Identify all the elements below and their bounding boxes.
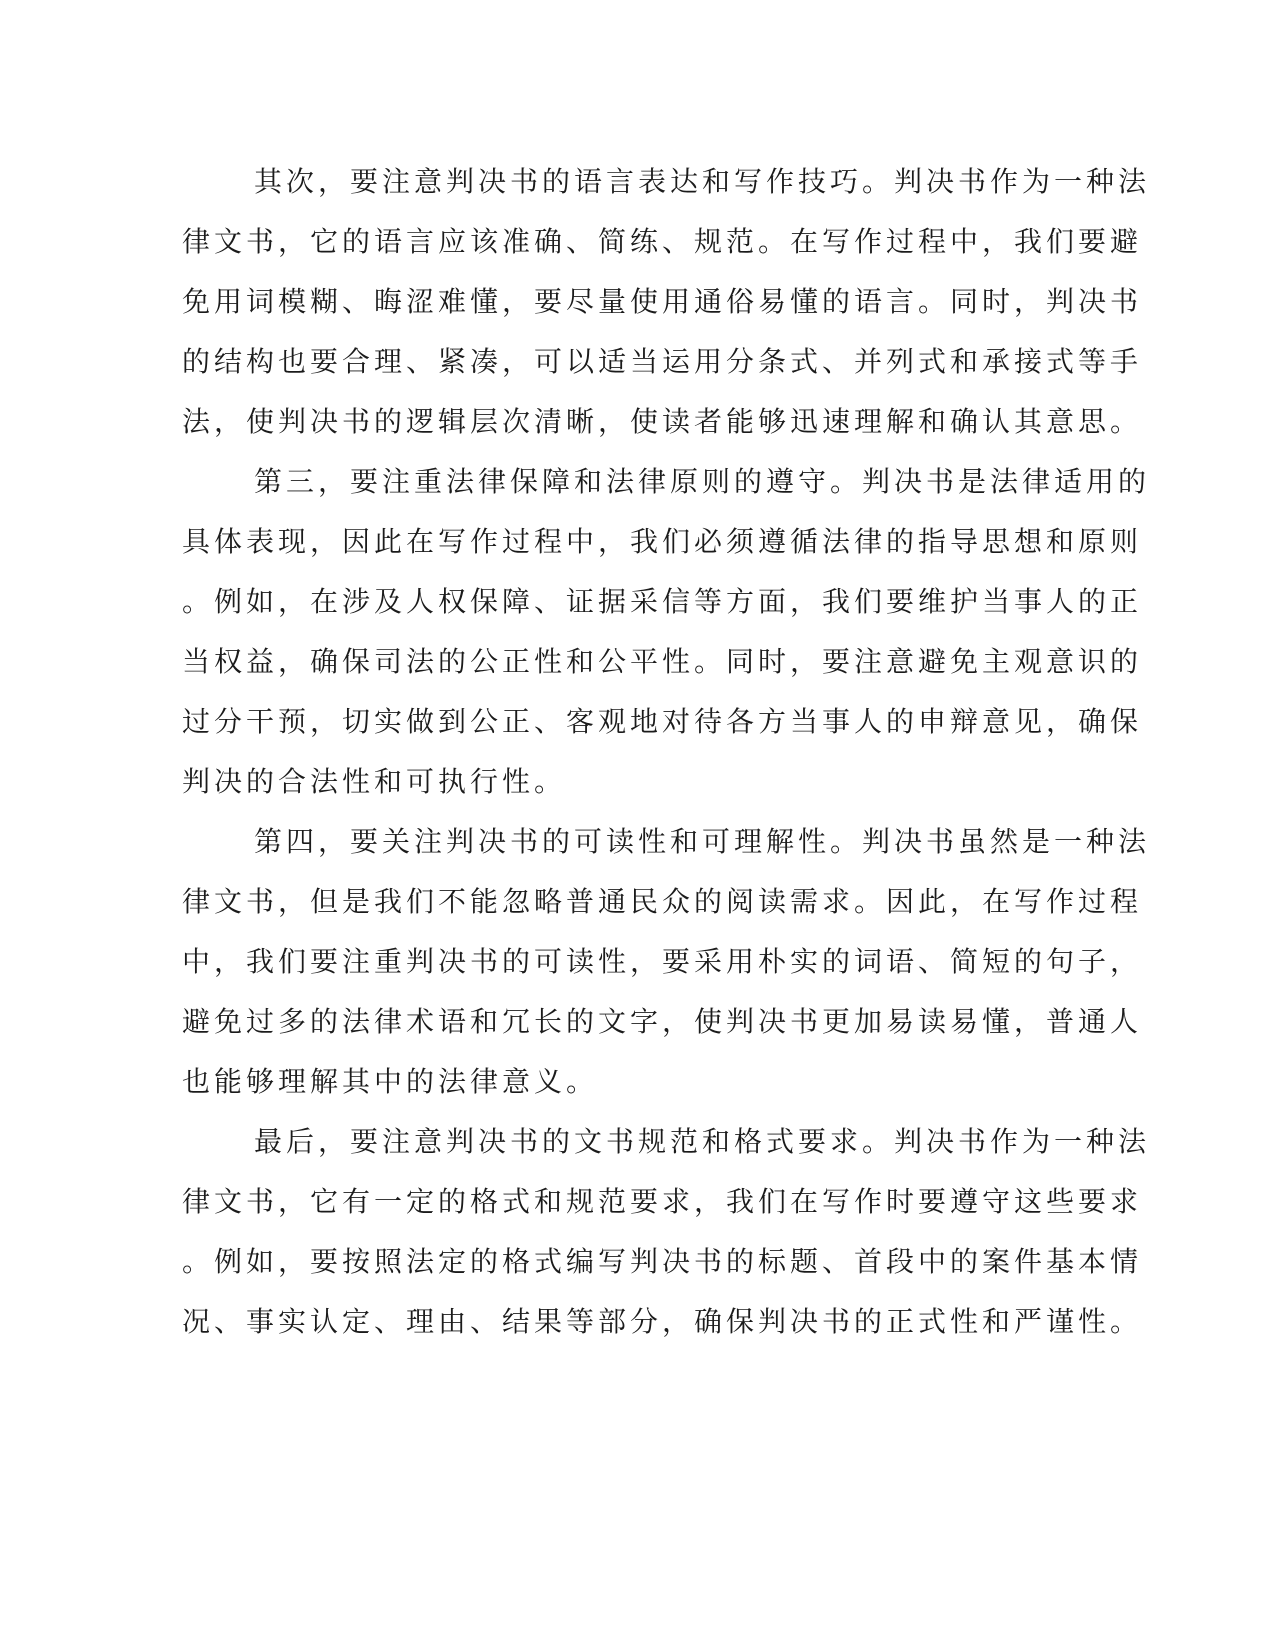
text-line: 最后，要注意判决书的文书规范和格式要求。判决书作为一种法 xyxy=(254,1125,1151,1158)
text-line: 当权益，确保司法的公正性和公平性。同时，要注意避免主观意识的 xyxy=(182,645,1143,678)
text-line: 。例如，要按照法定的格式编写判决书的标题、首段中的案件基本情 xyxy=(182,1245,1143,1278)
paragraph-legal-principles xyxy=(182,452,1151,812)
paragraph-readability xyxy=(182,812,1151,1112)
text-line: 第三，要注重法律保障和法律原则的遵守。判决书是法律适用的 xyxy=(254,465,1151,498)
text-line: 法，使判决书的逻辑层次清晰，使读者能够迅速理解和确认其意思。 xyxy=(182,405,1143,438)
text-line: 判决的合法性和可执行性。 xyxy=(182,765,567,798)
paragraph-language-expression xyxy=(182,152,1151,452)
text-line: 具体表现，因此在写作过程中，我们必须遵循法律的指导思想和原则 xyxy=(182,525,1143,558)
text-line: 律文书，但是我们不能忽略普通民众的阅读需求。因此，在写作过程 xyxy=(182,885,1143,918)
paragraph-format-requirements xyxy=(182,1112,1151,1352)
text-line: 过分干预，切实做到公正、客观地对待各方当事人的申辩意见，确保 xyxy=(182,705,1143,738)
text-line: 中，我们要注重判决书的可读性，要采用朴实的词语、简短的句子， xyxy=(182,945,1143,978)
text-line: 避免过多的法律术语和冗长的文字，使判决书更加易读易懂，普通人 xyxy=(182,1005,1143,1038)
text-line: 律文书，它有一定的格式和规范要求，我们在写作时要遵守这些要求 xyxy=(182,1185,1143,1218)
text-line: 律文书，它的语言应该准确、简练、规范。在写作过程中，我们要避 xyxy=(182,225,1143,258)
text-line: 况、事实认定、理由、结果等部分，确保判决书的正式性和严谨性。 xyxy=(182,1305,1143,1338)
text-line: 其次，要注意判决书的语言表达和写作技巧。判决书作为一种法 xyxy=(254,165,1151,198)
document-body xyxy=(182,152,1151,1352)
text-line: 免用词模糊、晦涩难懂，要尽量使用通俗易懂的语言。同时，判决书 xyxy=(182,285,1143,318)
text-line: 的结构也要合理、紧凑，可以适当运用分条式、并列式和承接式等手 xyxy=(182,345,1143,378)
text-line: 第四，要关注判决书的可读性和可理解性。判决书虽然是一种法 xyxy=(254,825,1151,858)
text-line: 。例如，在涉及人权保障、证据采信等方面，我们要维护当事人的正 xyxy=(182,585,1143,618)
text-line: 也能够理解其中的法律意义。 xyxy=(182,1065,599,1098)
